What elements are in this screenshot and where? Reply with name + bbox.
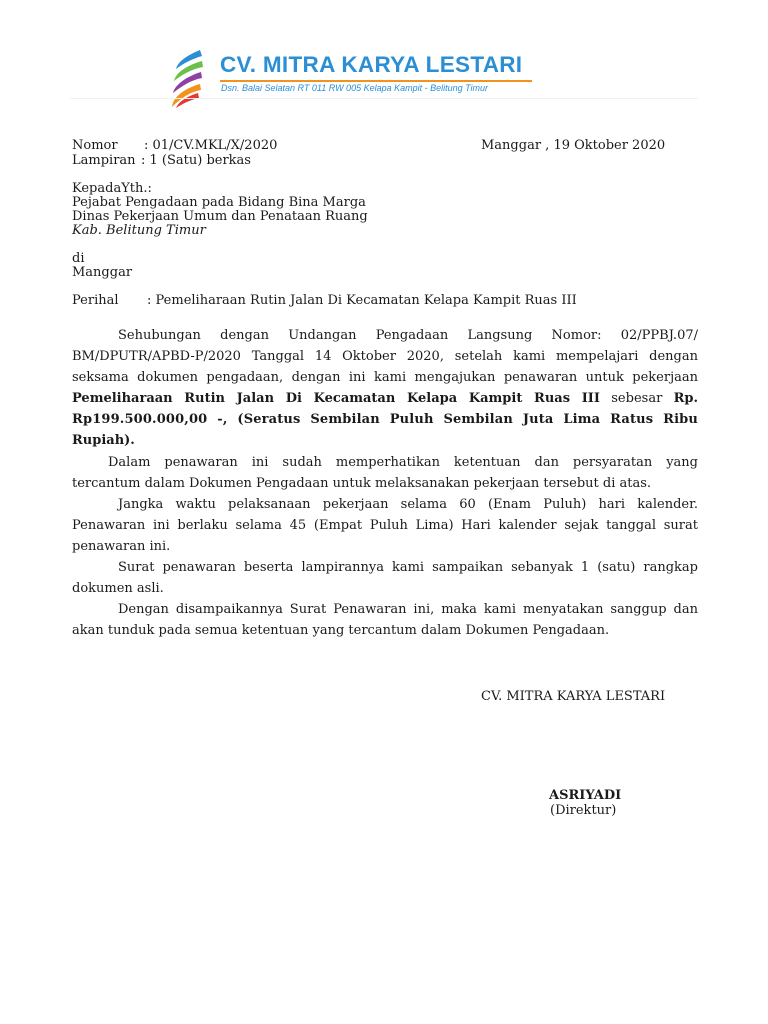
- place-date: Manggar , 19 Oktober 2020: [481, 138, 666, 153]
- p1-sebesar: sebesar: [599, 391, 674, 406]
- p1-line-2: BM/DPUTR/APBD-P/2020 Tanggal 14 Oktober 2020, setelah kami mempelajari dengan: [72, 349, 698, 364]
- paragraph-4: [72, 557, 698, 599]
- recipient-line-3: Kab. Belitung Timur: [72, 223, 206, 238]
- signatory-name: ASRIYADI: [549, 788, 622, 803]
- p3-line-1: Jangka waktu pelaksanaan pekerjaan selama 60 (Enam Puluh) hari kalender.: [118, 497, 698, 512]
- p4-line-1: Surat penawaran beserta lampirannya kami sampaikan sebanyak 1 (satu) rangkap: [118, 560, 698, 575]
- p1-project-name: Pemeliharaan Rutin Jalan Di Kecamatan Kelapa Kampit Ruas III: [72, 391, 600, 406]
- signatory-title: (Direktur): [550, 803, 617, 818]
- recipient-di: di: [72, 251, 85, 266]
- header-rule: [70, 98, 698, 99]
- company-logo-icon: [170, 47, 204, 109]
- lampiran-value: : 1 (Satu) berkas: [141, 153, 251, 168]
- paragraph-3: [72, 494, 698, 557]
- letterhead-divider: [220, 80, 532, 82]
- paragraph-2: [72, 452, 698, 494]
- p3-line-3: penawaran ini.: [72, 539, 171, 554]
- subject-value: : Pemeliharaan Rutin Jalan Di Kecamatan Kelapa Kampit Ruas III: [147, 293, 577, 308]
- signature-company: CV. MITRA KARYA LESTARI: [481, 689, 666, 704]
- p1-line-5: Rp199.500.000,00 -, (Seratus Sembilan Puluh Sembilan Juta Lima Ratus Ribu: [72, 412, 698, 427]
- p3-line-2: Penawaran ini berlaku selama 45 (Empat Puluh Lima) Hari kalender sejak tanggal surat: [72, 518, 698, 533]
- p5-line-1: Dengan disampaikannya Surat Penawaran ini, maka kami menyatakan sanggup dan: [118, 602, 698, 617]
- p2-line-2: tercantum dalam Dokumen Pengadaan untuk melaksanakan pekerjaan tersebut di atas.: [72, 476, 652, 491]
- nomor-label: Nomor: [72, 138, 118, 153]
- p1-rp: Rp.: [673, 391, 698, 406]
- lampiran-label: Lampiran: [72, 153, 136, 168]
- company-address: Dsn. Balai Selatan RT 011 RW 005 Kelapa Kampit - Belitung Timur: [221, 83, 489, 93]
- paragraph-1: [72, 325, 698, 451]
- p1-line-1: Sehubungan dengan Undangan Pengadaan Langsung Nomor: 02/PPBJ.07/: [118, 328, 698, 343]
- subject-label: Perihal: [72, 293, 119, 308]
- p4-line-2: dokumen asli.: [72, 581, 164, 596]
- salutation: KepadaYth.:: [72, 181, 152, 196]
- p1-line-6: Rupiah).: [72, 433, 135, 448]
- recipient-city: Manggar: [72, 265, 133, 280]
- recipient-line-1: Pejabat Pengadaan pada Bidang Bina Marga: [72, 195, 366, 210]
- p1-line-4: [72, 388, 698, 409]
- p2-line-1: Dalam penawaran ini sudah memperhatikan ketentuan dan persyaratan yang: [108, 455, 698, 470]
- recipient-line-2: Dinas Pekerjaan Umum dan Penataan Ruang: [72, 209, 368, 224]
- company-name: CV. MITRA KARYA LESTARI: [220, 52, 523, 77]
- nomor-value: : 01/CV.MKL/X/2020: [144, 138, 278, 153]
- p1-line-3: seksama dokumen pengadaan, dengan ini kami mengajukan penawaran untuk pekerjaan: [72, 370, 698, 385]
- paragraph-5: [72, 599, 698, 641]
- p5-line-2: akan tunduk pada semua ketentuan yang tercantum dalam Dokumen Pengadaan.: [72, 623, 610, 638]
